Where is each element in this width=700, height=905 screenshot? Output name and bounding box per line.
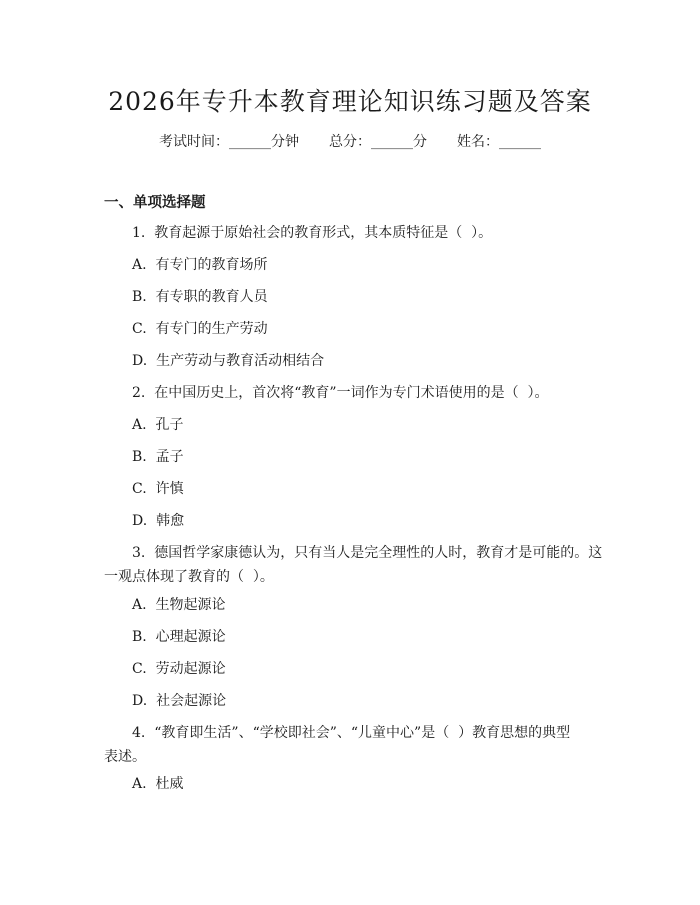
answer-option: B. 有专职的教育人员 bbox=[132, 289, 268, 305]
total-score-blank: ______ bbox=[371, 134, 413, 150]
document-title: 2026年专升本教育理论知识练习题及答案 bbox=[108, 87, 592, 116]
answer-option: B. 心理起源论 bbox=[132, 629, 226, 645]
answer-option: A. 生物起源论 bbox=[132, 597, 226, 613]
section-heading: 一、单项选择题 bbox=[104, 195, 206, 211]
answer-option: D. 社会起源论 bbox=[132, 693, 227, 709]
answer-option: C. 许慎 bbox=[132, 481, 184, 497]
question-stem: 3. 德国哲学家康德认为，只有当人是完全理性的人时，教育才是可能的。这 bbox=[132, 545, 603, 561]
answer-option: D. 生产劳动与教育活动相结合 bbox=[132, 353, 325, 369]
question-stem-continuation: 表述。 bbox=[104, 749, 146, 765]
question-stem: 4. “教育即生活”、“学校即社会”、“儿童中心”是（ ）教育思想的典型 bbox=[132, 725, 571, 741]
name-blank: ______ bbox=[499, 134, 541, 150]
answer-option: D. 韩愈 bbox=[132, 513, 185, 529]
answer-option: A. 有专门的教育场所 bbox=[132, 257, 268, 273]
exam-time-blank: ______ bbox=[229, 134, 271, 150]
exam-meta-line bbox=[0, 131, 700, 151]
question-stem-continuation: 一观点体现了教育的（ ）。 bbox=[104, 569, 274, 585]
name-label: 姓名： bbox=[457, 134, 499, 150]
answer-option: A. 杜威 bbox=[132, 776, 184, 792]
answer-option: C. 有专门的生产劳动 bbox=[132, 321, 268, 337]
exam-time-label: 考试时间： bbox=[159, 134, 229, 150]
question-stem: 1. 教育起源于原始社会的教育形式，其本质特征是（ ）。 bbox=[132, 225, 493, 241]
answer-option: A. 孔子 bbox=[132, 417, 184, 433]
exam-time-unit: 分钟 bbox=[271, 134, 299, 150]
answer-option: C. 劳动起源论 bbox=[132, 661, 226, 677]
question-stem: 2. 在中国历史上，首次将“教育”一词作为专门术语使用的是（ ）。 bbox=[132, 385, 549, 401]
answer-option: B. 孟子 bbox=[132, 449, 184, 465]
total-score-unit: 分 bbox=[413, 134, 427, 150]
total-score-label: 总分： bbox=[329, 134, 371, 150]
